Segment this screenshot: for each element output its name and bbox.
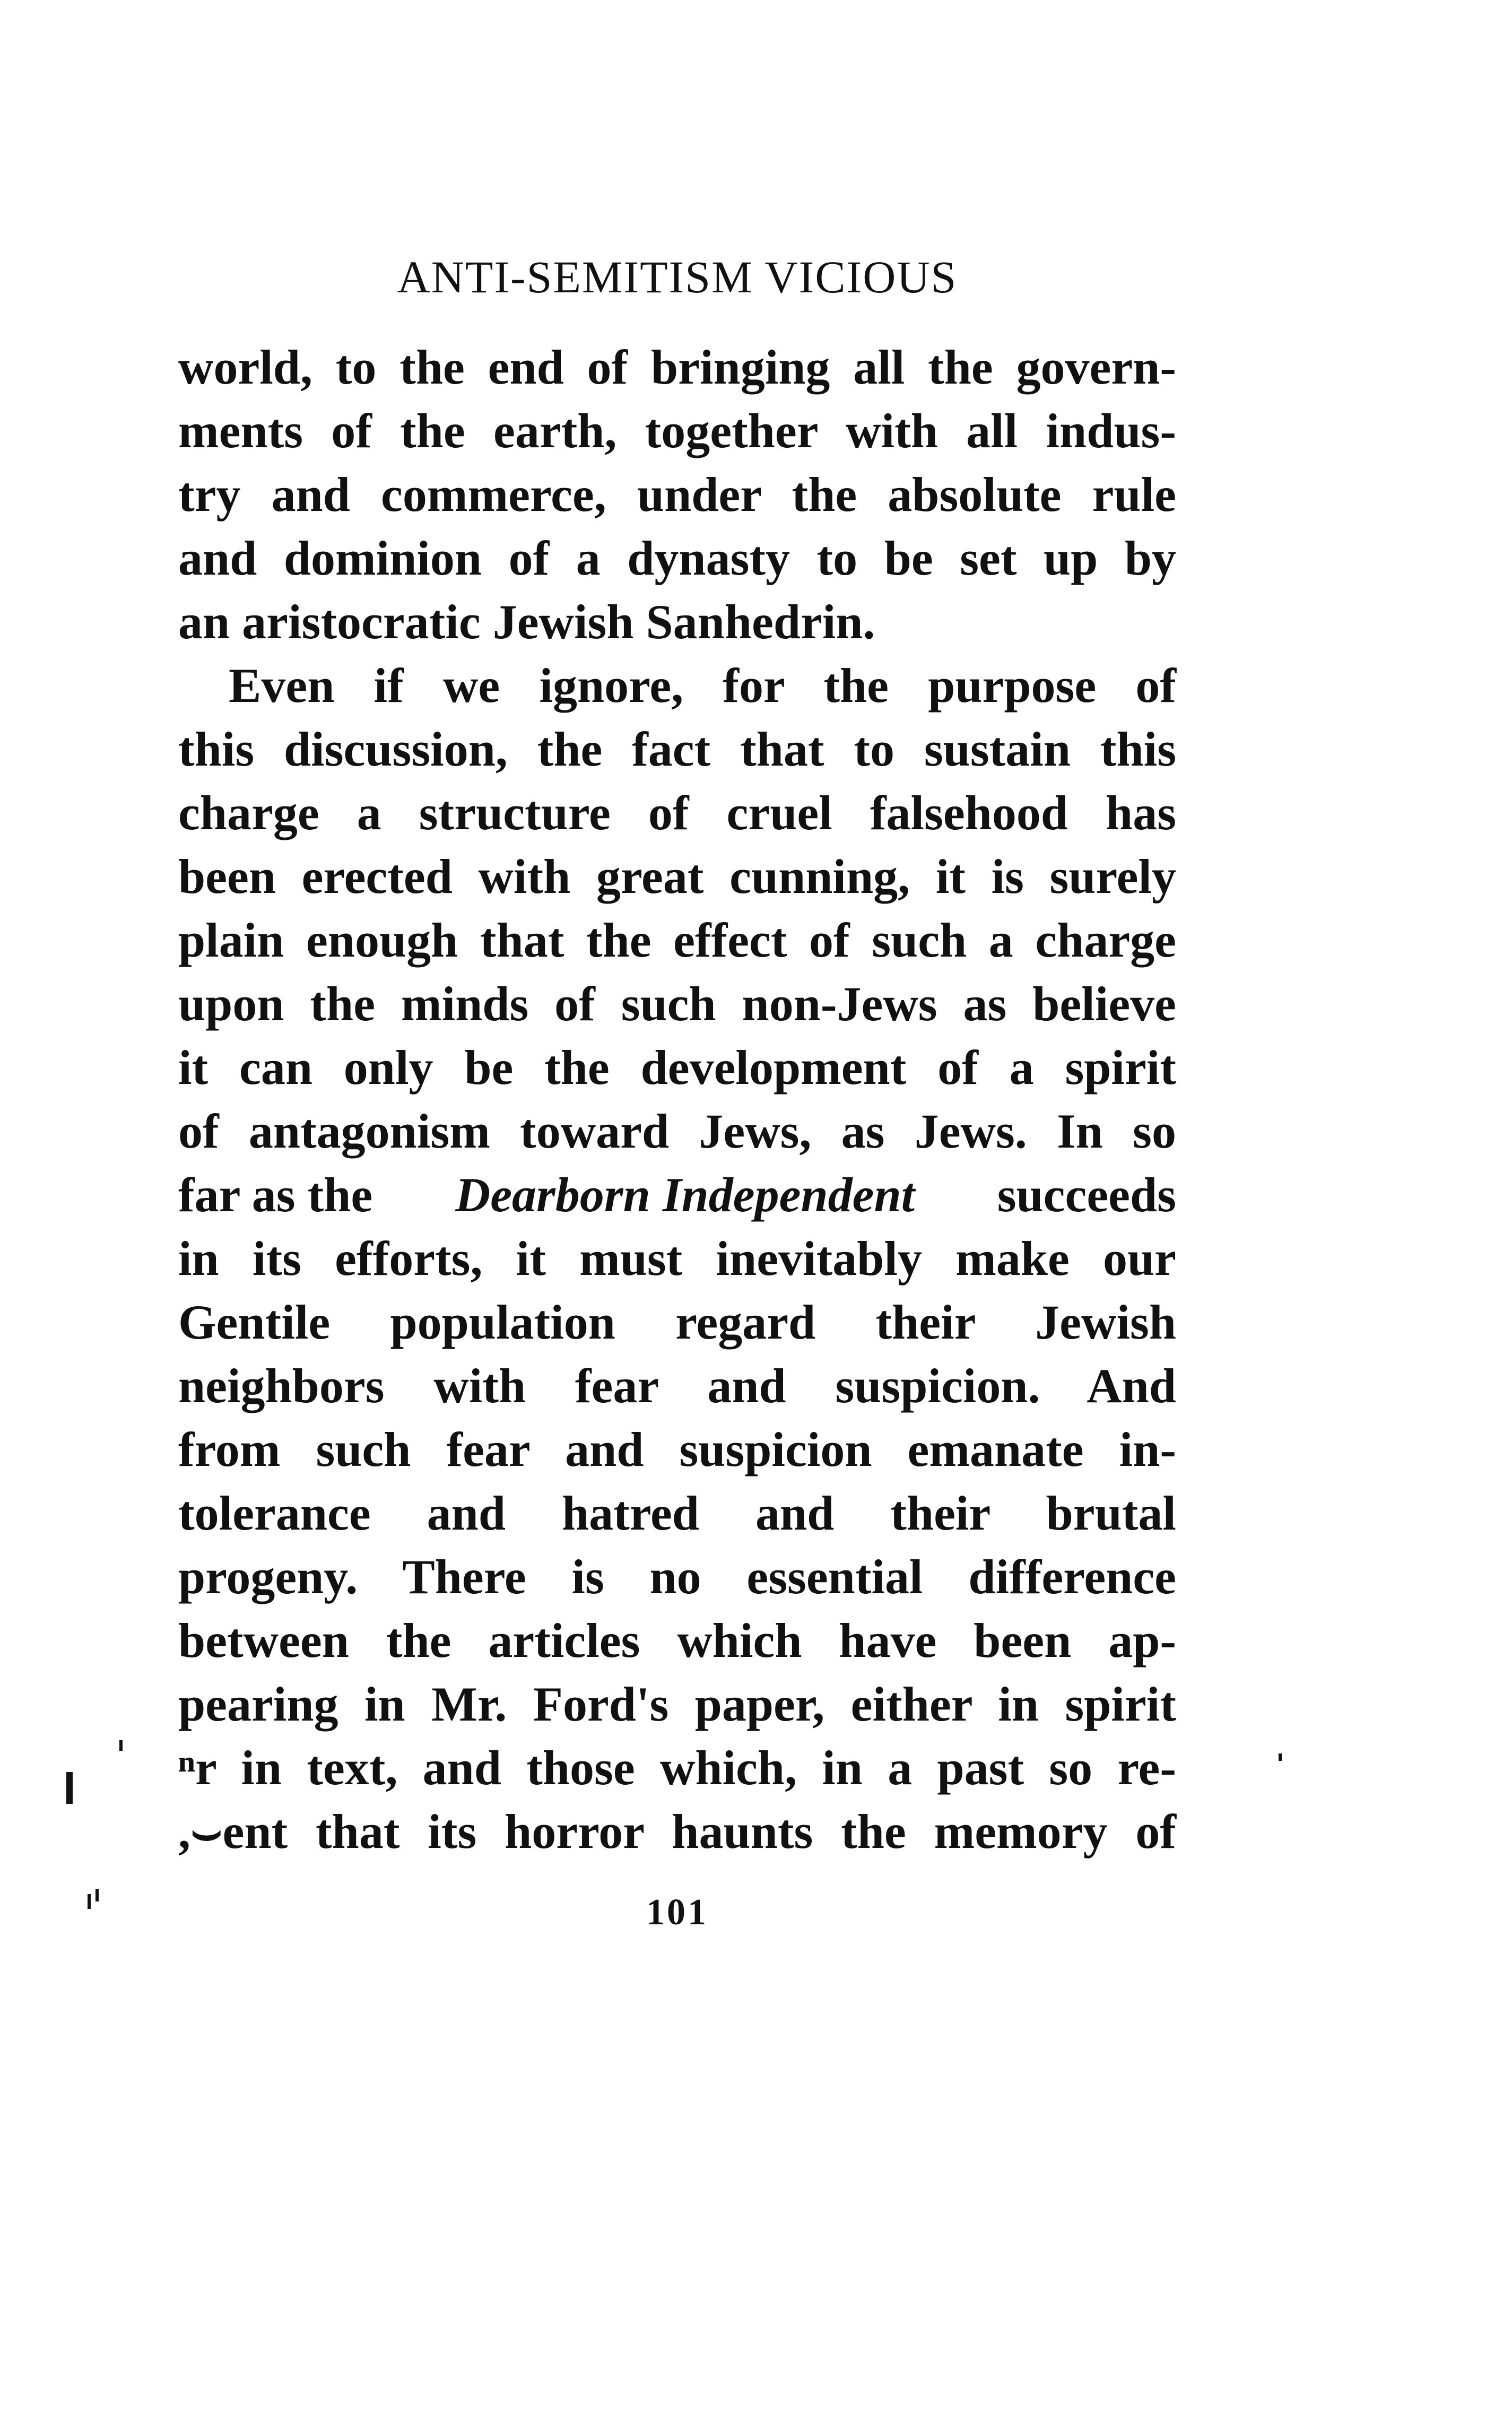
text-line: ⁿr in text, and those which, in a past so re- — [178, 1741, 1176, 1795]
scan-speck — [1279, 1753, 1282, 1761]
text-line: between the articles which have been ap- — [178, 1613, 1176, 1668]
text-line: of antagonism toward Jews, as Jews. In so — [178, 1104, 1176, 1158]
text-line: tolerance and hatred and their brutal — [178, 1486, 1176, 1540]
text-line: progeny. There is no essential difference — [178, 1550, 1176, 1604]
text-line: try and commerce, under the absolute rule — [178, 467, 1176, 522]
page-number: 101 — [646, 1892, 708, 1933]
text-fragment: far as the — [178, 1168, 385, 1222]
text-line: in its efforts, it must inevitably make our — [178, 1231, 1176, 1286]
text-fragment: succeeds — [985, 1168, 1176, 1222]
text-line: from such fear and suspicion emanate in- — [178, 1422, 1176, 1477]
text-line: pearing in Mr. Ford's paper, either in spirit — [178, 1677, 1176, 1731]
text-line: an aristocratic Jewish Sanhedrin. — [178, 595, 875, 649]
scan-speck — [88, 1894, 91, 1909]
scan-speck — [66, 1772, 73, 1804]
text-line: neighbors with fear and suspicion. And — [178, 1359, 1176, 1413]
text-line — [178, 1163, 1176, 1227]
text-line: upon the minds of such non-Jews as believe — [178, 977, 1176, 1031]
text-line: and dominion of a dynasty to be set up by — [178, 531, 1176, 585]
body-text — [178, 335, 1176, 1863]
scan-speck — [95, 1889, 99, 1901]
text-line: Even if we ignore, for the purpose of — [229, 658, 1176, 713]
text-line: plain enough that the effect of such a charge — [178, 913, 1176, 967]
text-line: world, to the end of bringing all the govern- — [178, 340, 1176, 394]
text-line: it can only be the development of a spirit — [178, 1040, 1176, 1095]
text-line: this discussion, the fact that to sustain this — [178, 722, 1176, 776]
italic-title: Dearborn Independent — [455, 1168, 915, 1222]
running-head: ANTI-SEMITISM VICIOUS — [397, 251, 958, 302]
text-line: ments of the earth, together with all indus- — [178, 404, 1176, 458]
text-line: charge a structure of cruel falsehood has — [178, 786, 1176, 840]
text-line: Gentile population regard their Jewish — [178, 1295, 1176, 1349]
text-line: been erected with great cunning, it is surely — [178, 849, 1176, 904]
scan-speck — [119, 1740, 123, 1751]
text-line: ,⌣ent that its horror haunts the memory of — [178, 1804, 1176, 1859]
